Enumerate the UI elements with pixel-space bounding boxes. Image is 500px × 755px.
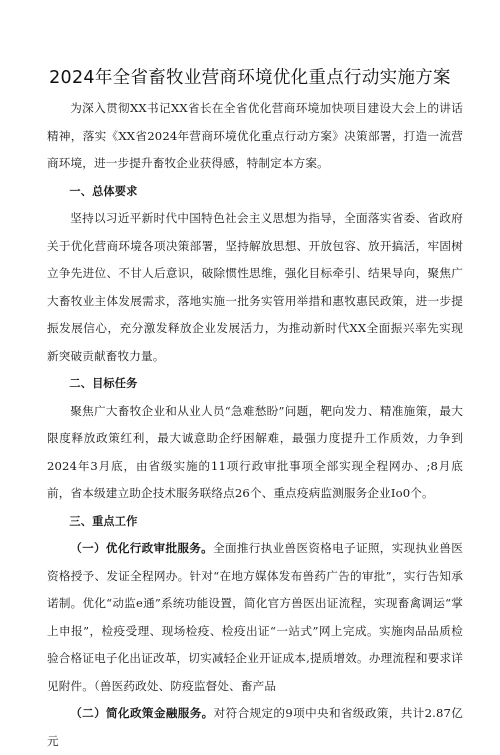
document-title: 2024年全省畜牧业营商环境优化重点行动实施方案 <box>49 68 451 88</box>
section-heading-general-requirements: 一、总体要求 <box>69 184 138 198</box>
key-work-item-finance <box>47 700 463 755</box>
section-heading-key-work: 三、重点工作 <box>69 514 138 528</box>
section-paragraph-general-requirements: 坚持以习近平新时代中国特色社会主义思想为指导，全面落实省委、省政府关于优化营商环境各项决策部署，坚持解放思想、开放包容、放开搞活，牢固树立争先进位、不甘人后意识，破除惯性思维，强化目标牵引、结果导向，聚焦广大畜牧业主体发展需求，落地实施一批务实管用举措和惠牧惠民政策，进一步提振发展信心，充分激发释放企业发展活力，为推动新时代XX全面振兴率先实现新突破贡献畜牧力量。 <box>47 211 463 363</box>
section-paragraph-goals: 聚焦广大畜牧企业和从业人员“急难愁盼”问题，靶向发力、精准施策，最大限度释放政策红利，最大诚意助企纾困解难，最强力度提升工作质效，力争到2024年3月底，由省级实施的11项行政审批事项全部实现全程网办、;8月底前，省本级建立助企技术服务联络点26个、重点疫病监测服务企业Io0个。 <box>47 403 463 500</box>
key-work-item-approval-text: 全面推行执业兽医资格电子证照，实现执业兽医资格授予、发证全程网办。针对“在地方媒体发布兽药广告的审批”，实行告知承诺制。优化“动监e通”系统功能设置，简化官方兽医出证流程，实现畜禽调运“掌上申报”，检疫受理、现场检疫、检疫出证“一站式”网上完成。实施肉品品质检验合格证电子化出证改革，切实减轻企业开证成本,提质增效。办理流程和要求详见附件。（兽医药政处、防疫监督处、畜产品 <box>47 541 463 693</box>
key-work-item-finance-lead: （二）简化政策金融服务。 <box>70 706 214 720</box>
document-body <box>47 95 463 755</box>
key-work-item-finance-text: 对符合规定的9项中央和省级政策，共计2.87亿元 <box>47 706 463 748</box>
section-heading-goals: 二、目标任务 <box>69 377 138 390</box>
key-work-item-approval-lead: （一）优化行政审批服务。 <box>70 541 214 555</box>
key-work-item-approval <box>47 535 463 700</box>
intro-paragraph: 为深入贯彻XX书记XX省长在全省优化营商环境加快项目建设大会上的讲话精神，落实《XX省2024年营商环境优化重点行动方案》决策部署，打造一流营商环境，进一步提升畜牧企业获得感，特制定本方案。 <box>47 101 463 170</box>
